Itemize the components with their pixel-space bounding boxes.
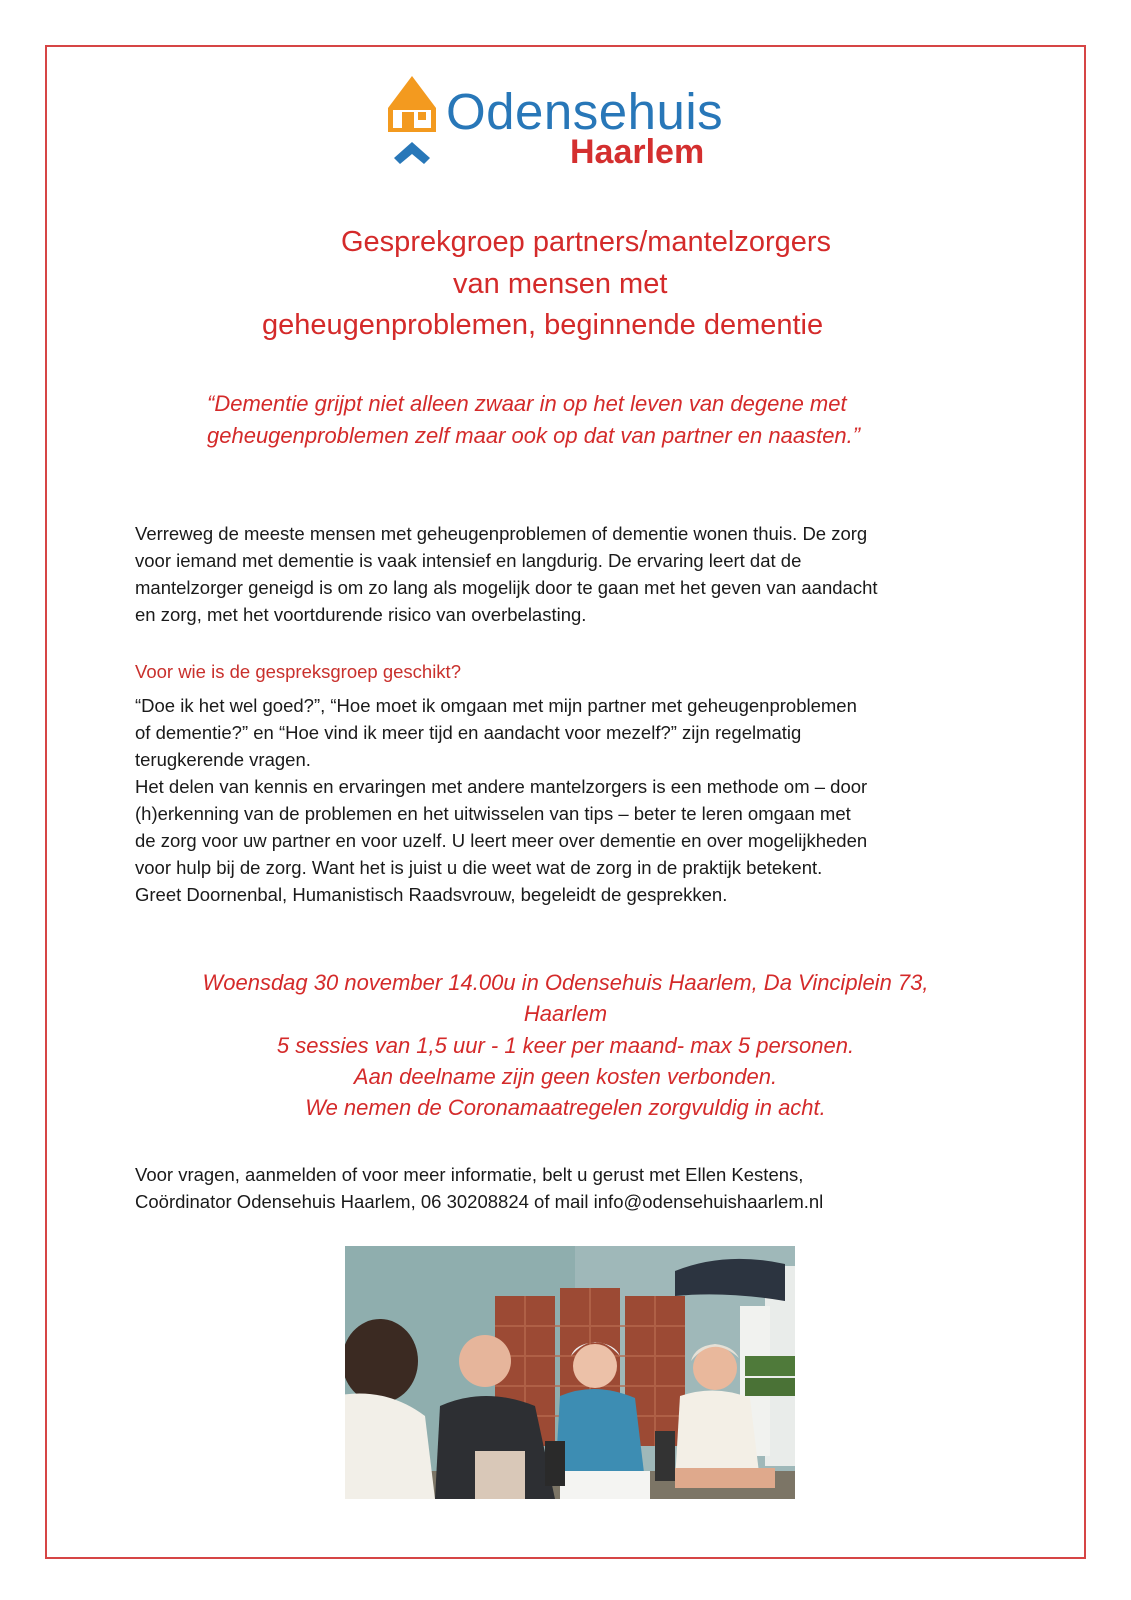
title-line-1: Gesprekgroep partners/mantelzorgers [341,226,832,258]
intro-line: voor iemand met dementie is vaak intensief en langdurig. De ervaring leert dat de [135,550,802,571]
group-photo [345,1246,795,1499]
house-logo-icon [388,74,448,170]
title-line-3: geheugenproblemen, beginnende dementie [262,309,824,341]
section-line: of dementie?” en “Hoe vind ik meer tijd en aandacht voor mezelf?” zijn regelmatig [135,722,802,743]
section-line: Het delen van kennis en ervaringen met andere mantelzorgers is een methode om – door [135,776,868,797]
event-line-4: Aan deelname zijn geen kosten verbonden. [353,1064,778,1089]
group-photo-image [345,1246,795,1499]
section-line: Greet Doornenbal, Humanistisch Raadsvrouw, begeleidt de gesprekken. [135,884,728,905]
contact-line: Voor vragen, aanmelden of voor meer informatie, belt u gerust met Ellen Kestens, [135,1164,804,1185]
section-line: terugkerende vragen. [135,749,311,770]
logo-name: Odensehuis [446,83,724,140]
quote-line-1: “Dementie grijpt niet alleen zwaar in op het leven van degene met [207,391,847,416]
section-paragraph [135,692,1015,908]
title-line-2: van mensen met [453,268,668,300]
section-line: “Doe ik het wel goed?”, “Hoe moet ik omgaan met mijn partner met geheugenproblemen [135,695,857,716]
contact-paragraph [135,1161,1015,1215]
section-line: voor hulp bij de zorg. Want het is juist u die weet wat de zorg in de praktijk betekent. [135,857,823,878]
section-line: de zorg voor uw partner en voor uzelf. U leert meer over dementie en over mogelijkheden [135,830,868,851]
logo-city: Haarlem [570,133,705,171]
quote-line-2: geheugenproblemen zelf maar ook op dat van partner en naasten.” [207,423,861,448]
event-line-5: We nemen de Coronamaatregelen zorgvuldig in acht. [305,1095,826,1120]
contact-line: Coördinator Odensehuis Haarlem, 06 30208824 of mail info@odensehuishaarlem.nl [135,1191,824,1212]
event-line-3: 5 sessies van 1,5 uur - 1 keer per maand- max 5 personen. [276,1033,855,1058]
intro-line: en zorg, met het voortdurende risico van overbelasting. [135,604,587,625]
intro-line: mantelzorger geneigd is om zo lang als mogelijk door te gaan met het geven van aandacht [135,577,878,598]
event-line-2: Haarlem [523,1001,608,1026]
intro-paragraph [135,520,1015,628]
intro-line: Verreweg de meeste mensen met geheugenproblemen of dementie wonen thuis. De zorg [135,523,868,544]
event-line-1: Woensdag 30 november 14.00u in Odensehuis Haarlem, Da Vinciplein 73, [202,970,929,995]
odensehuis-logo [388,74,758,174]
section-line: (h)erkenning van de problemen en het uitwisselen van tips – beter te leren omgaan met [135,803,851,824]
section-heading: Voor wie is de gespreksgroep geschikt? [135,661,461,682]
